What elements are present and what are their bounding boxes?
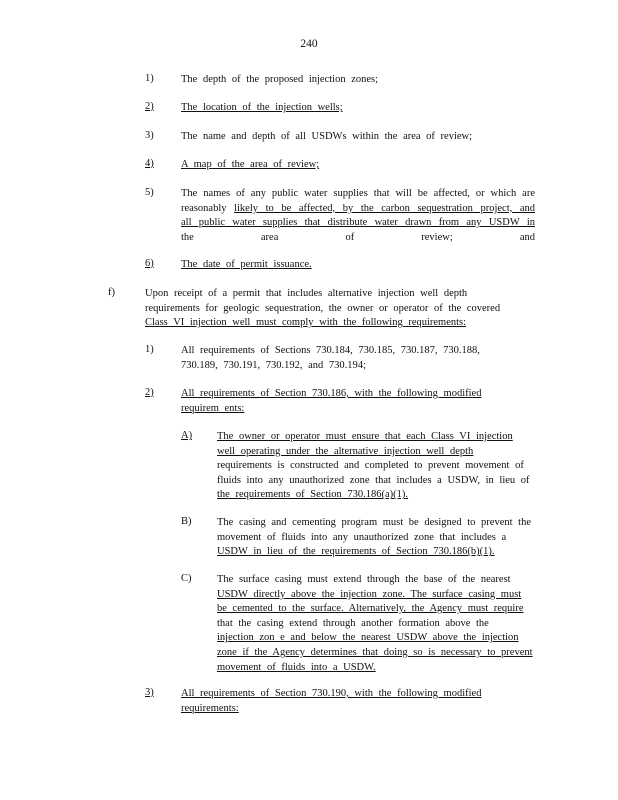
page-number: 240 [300, 38, 318, 50]
text-line: The names of any public water supplies that will be affected, or which are [181, 188, 535, 199]
item-marker: 1) [145, 344, 154, 355]
text-line: The casing and cementing program must be designed to prevent the [217, 517, 531, 528]
item-text [217, 516, 541, 560]
text-line: that the casing extend through another formation above the [217, 617, 489, 629]
item-text: The depth of the proposed injection zones; [181, 74, 379, 85]
text-line: Class VI injection well must comply with the following requirements: [145, 317, 467, 329]
text-line: USDW directly above the injection zone. The surface casing must [217, 588, 522, 600]
text-line: movement of fluids into a USDW. [217, 661, 376, 673]
text-line: movement of fluids into any unauthorized zone that includes a [217, 531, 507, 543]
text-line: The surface casing must extend through the base of the nearest [217, 574, 511, 585]
text-line: the requirements of Section 730.186(a)(1). [217, 489, 409, 501]
section-marker: f) [108, 287, 115, 298]
item-marker: 4) [145, 158, 154, 169]
text-line: the area of review; and [181, 231, 535, 243]
text-line: USDW in lieu of the requirements of Section 730.186(b)(1). [217, 546, 495, 558]
text-line: The owner or operator must ensure that each Class VI injection [217, 431, 513, 442]
section-text [145, 287, 501, 331]
text-line: requirements for geologic sequestration, the owner or operator of the covered [145, 302, 501, 314]
item-text [181, 687, 511, 716]
item-marker: 5) [145, 187, 154, 198]
item-marker: 1) [145, 73, 154, 84]
text-line: requirements is constructed and completed to prevent movement of [217, 460, 524, 472]
item-marker: 3) [145, 130, 154, 141]
item-text: The date of permit issuance. [181, 259, 312, 270]
text-line: fluids into any unauthorized zone that includes a USDW, in lieu of [217, 474, 530, 486]
text-line: be cemented to the surface. Alternatively, the Agency must require [217, 603, 524, 615]
item-text [217, 430, 541, 503]
text-line: all public water supplies that distribute water drawn from any USDW in [181, 217, 535, 229]
text-line: All requirements of Section 730.190, with the following modified [181, 688, 482, 699]
item-marker: 3) [145, 687, 154, 698]
item-marker: 2) [145, 101, 154, 112]
text-line: requirem ents: [181, 402, 245, 414]
text-line: All requirements of Sections 730.184, 730.185, 730.187, 730.188, [181, 345, 480, 356]
text-line: 730.189, 730.191, 730.192, and 730.194; [181, 359, 366, 371]
item-marker: C) [181, 573, 192, 584]
item-text: The location of the injection wells; [181, 102, 343, 113]
item-text [217, 573, 541, 675]
text-line: injection zon e and below the nearest USDW above the injection [217, 632, 519, 644]
text-line: Upon receipt of a permit that includes alternative injection well depth [145, 288, 468, 299]
item-text [181, 387, 511, 416]
text-line: All requirements of Section 730.186, with the following modified [181, 388, 482, 399]
item-text: A map of the area of review; [181, 159, 320, 170]
item-marker: 6) [145, 258, 154, 269]
text-line: requirements: [181, 702, 239, 714]
text-line: well operating under the alternative injection well depth [217, 445, 474, 457]
item-text [181, 187, 535, 245]
text-line: zone if the Agency determines that doing so is necessary to prevent [217, 646, 533, 658]
item-marker: B) [181, 516, 192, 527]
item-text: The name and depth of all USDWs within the area of review; [181, 131, 473, 142]
item-text [181, 344, 511, 373]
item-marker: A) [181, 430, 193, 441]
item-marker: 2) [145, 387, 154, 398]
text-line: reasonably likely to be affected, by the carbon sequestration project, and [181, 202, 535, 214]
